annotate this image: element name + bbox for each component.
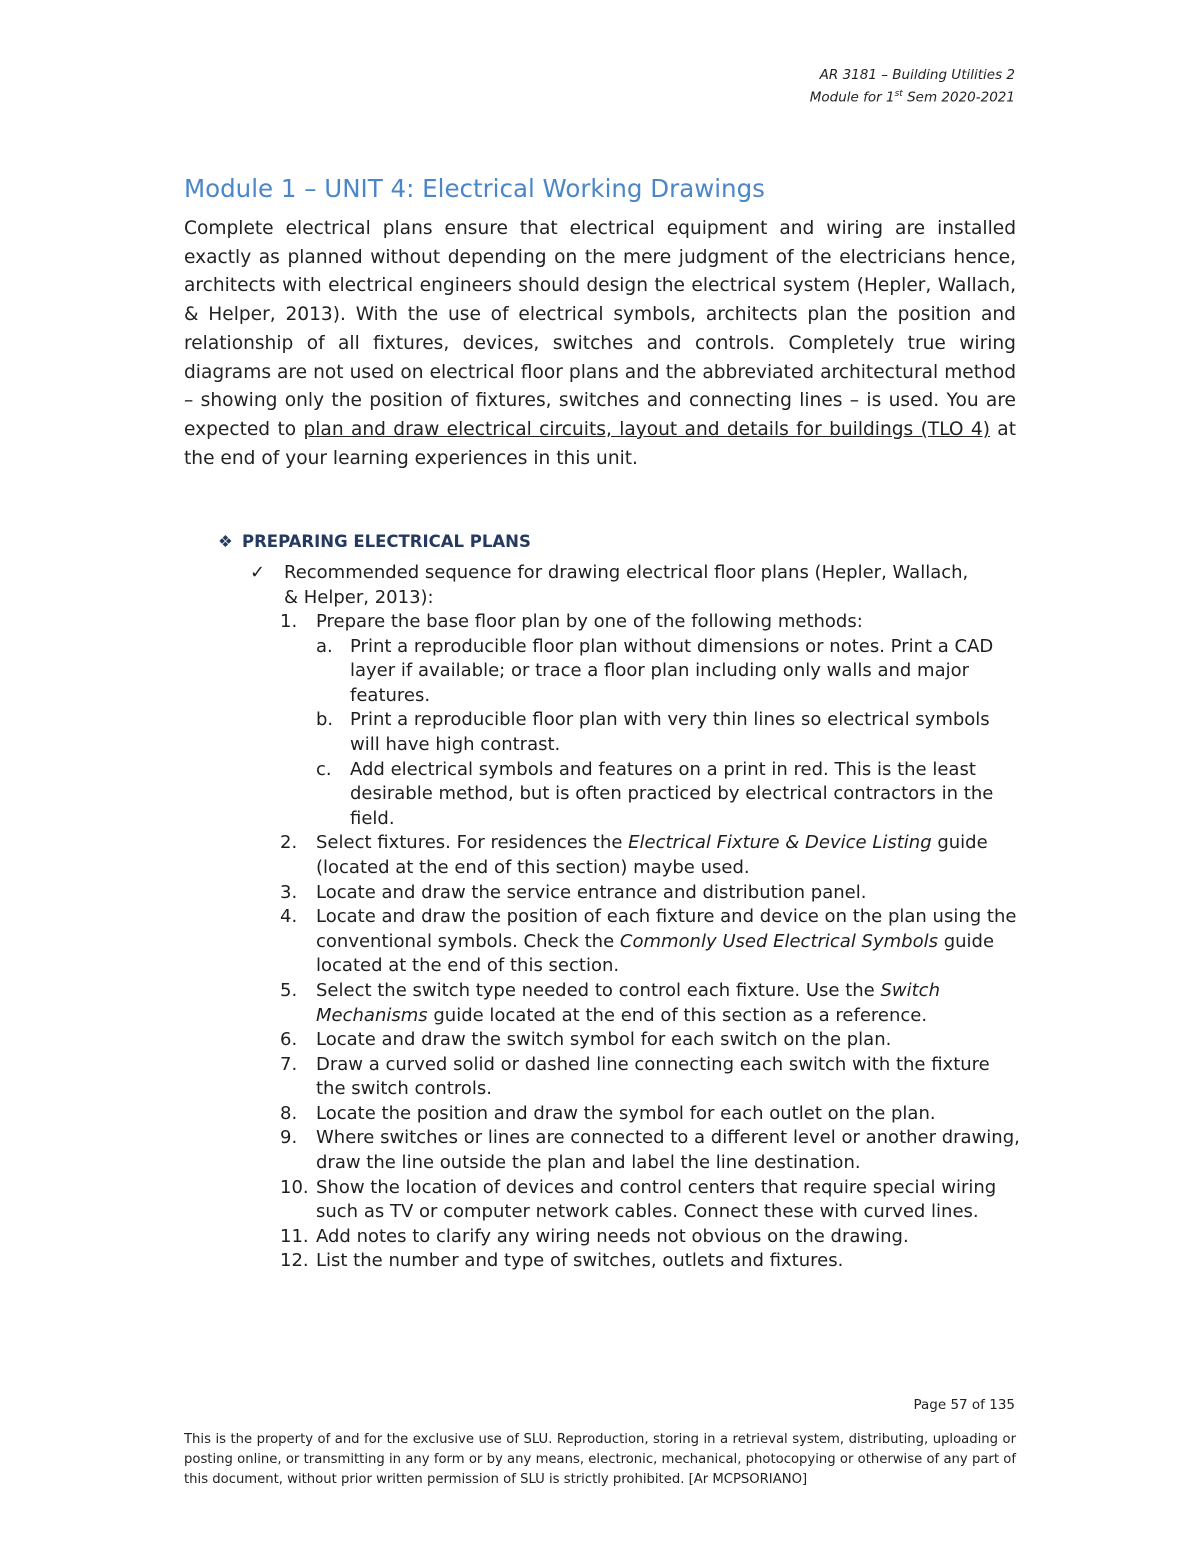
step-text: Where switches or lines are connected to a different level or another drawing, draw the line outside the plan and label the line destination. [316,1127,1020,1174]
step-text-guide: Switch Mechanisms [316,979,940,1026]
step-item [280,1249,1020,1274]
page-title: Module 1 – UNIT 4: Electrical Working Drawings [184,174,765,203]
method-text: Print a reproducible floor plan without dimensions or notes. Print a CAD layer if available; or trace a floor plan including only walls and major features. [350,635,994,706]
checklist-text: Recommended sequence for drawing electrical floor plans (Hepler, Wallach, & Helper, 2013): [284,562,969,608]
copyright-footer: This is the property of and for the exclusive use of SLU. Reproduction, storing in a retrieval system, distributing, uploading or posting online, or transmitting in any form or by any means, electronic, mechanical, photocopying or otherwise of any part of this document, without prior written permission of SLU is strictly prohibited. [Ar MCPSORIANO] [184,1432,1016,1487]
method-letter: a. [316,635,333,657]
step-text: Draw a curved solid or dashed line connecting each switch with the fixture the switch controls. [316,1053,990,1100]
step-item [280,979,1020,1028]
module-term-suffix: Sem 2020-2021 [902,89,1015,106]
step-number: 7. [280,1053,298,1075]
step-text-pre: Locate and draw the position of each fixture and device on the plan using the conventional symbols. Check the [316,906,1017,952]
method-item [316,708,1020,757]
step-text-pre: Select the switch type needed to control each fixture. Use the [316,979,881,1001]
step-number: 6. [280,1029,298,1051]
step-item [280,1028,1020,1053]
step-text-guide: Commonly Used Electrical Symbols [619,930,938,952]
intro-text-main: Complete electrical plans ensure that electrical equipment and wiring are installed exactly as planned without depending on the mere judgment of the electricians hence, architects with electrical engineers should design the electrical system (Hepler, Wallach, & Helper, 2013). With the use of electrical symbols, architects plan the position and relationship of all fixtures, devices, switches and controls. Completely true wiring diagrams are not used on electrical floor plans and the abbreviated architectural method – showing only the position of fixtures, switches and connecting lines – is used. You are expected to [184,218,1016,440]
module-term-sup: st [894,89,903,99]
step-number: 3. [280,881,298,903]
step-text-post: guide (located at the end of this section) maybe used. [316,832,988,878]
step-text: Prepare the base floor plan by one of the following methods: [316,611,863,632]
step-item [280,1126,1020,1175]
step-number: 9. [280,1127,298,1149]
module-term [810,85,1015,108]
diamond-bullet-icon: ❖ [218,532,233,551]
method-item [316,758,1020,832]
step-number: 10. [280,1176,309,1198]
step-text: Locate and draw the service entrance and distribution panel. [316,881,867,903]
intro-learning-outcome: plan and draw electrical circuits, layout and details for buildings (TLO 4) [303,418,990,440]
method-letter: b. [316,709,334,731]
step-number: 12. [280,1250,309,1272]
step-text: List the number and type of switches, outlets and fixtures. [316,1250,844,1272]
intro-paragraph [184,215,1016,473]
page-number: Page 57 of 135 [913,1397,1015,1413]
course-code: AR 3181 – Building Utilities 2 [819,67,1015,83]
step-number: 11. [280,1225,309,1247]
method-list [316,635,1020,832]
section-heading [218,532,531,551]
step-text: Add notes to clarify any wiring needs not obvious on the drawing. [316,1225,909,1247]
page-header [810,66,1015,108]
intro-text-end: at the end of your learning experiences in this unit. [184,418,1016,469]
step-text-guide: Electrical Fixture & Device Listing [628,832,932,854]
step-number: 5. [280,979,298,1001]
step-item [280,1176,1020,1225]
step-item [280,1053,1020,1102]
method-item [316,635,1020,709]
module-term-prefix: Module for 1 [809,89,895,106]
step-number: 4. [280,906,298,928]
step-number: 1. [280,611,298,632]
step-item [280,831,1020,880]
step-text-pre: Select fixtures. For residences the [316,832,629,854]
checklist-item [250,561,970,610]
step-item [280,881,1020,906]
step-text-post: guide located at the end of this section as a reference. [427,1004,928,1026]
step-text: Locate and draw the switch symbol for each switch on the plan. [316,1029,892,1051]
method-text: Print a reproducible floor plan with very thin lines so electrical symbols will have high contrast. [350,709,990,755]
step-text: Locate the position and draw the symbol for each outlet on the plan. [316,1102,936,1124]
step-item [280,1225,1020,1250]
step-item [280,905,1020,979]
steps-list [280,610,1020,1274]
step-text: Show the location of devices and control centers that require special wiring such as TV or computer network cables. Connect these with curved lines. [316,1176,997,1223]
method-text: Add electrical symbols and features on a print in red. This is the least desirable method, but is often practiced by electrical contractors in the field. [350,758,994,829]
step-item [280,1102,1020,1127]
section-heading-text: PREPARING ELECTRICAL PLANS [242,532,531,551]
step-item [280,610,1020,831]
step-text-post: guide located at the end of this section. [316,930,995,977]
step-number: 2. [280,832,298,854]
method-letter: c. [316,758,332,780]
checkmark-icon: ✓ [250,562,266,583]
step-number: 8. [280,1102,298,1124]
